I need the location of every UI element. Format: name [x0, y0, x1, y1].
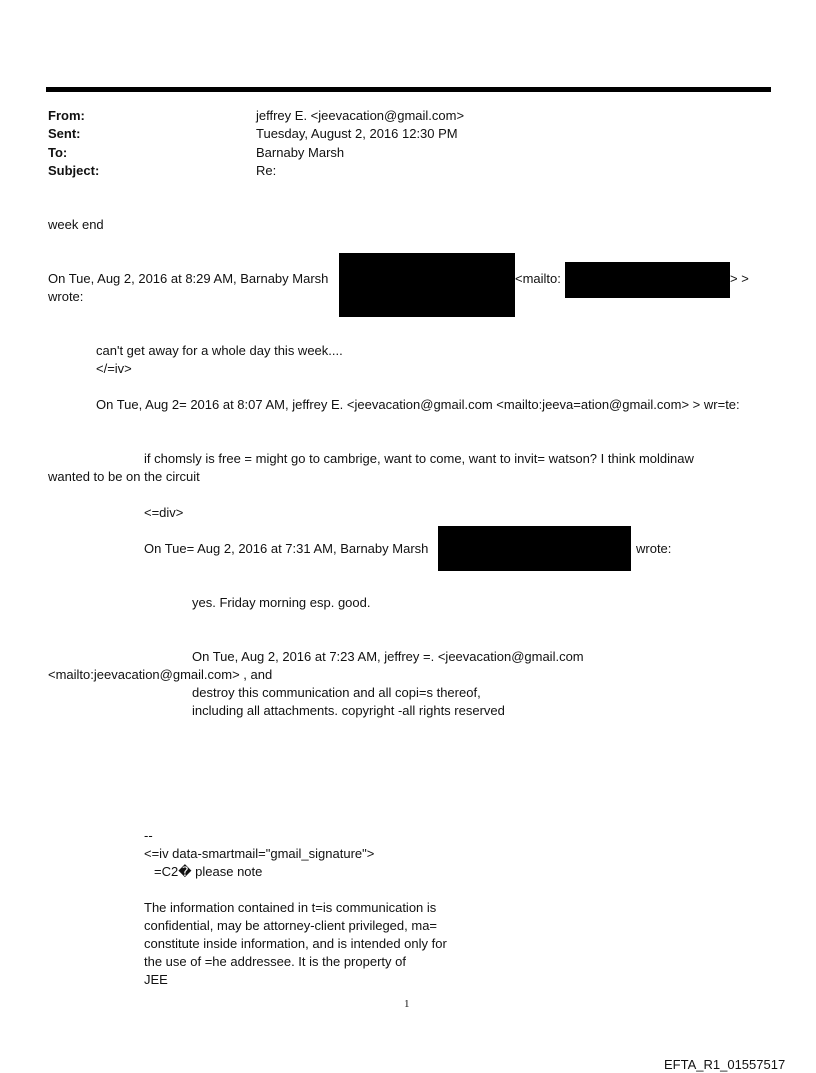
disclaimer-line: confidential, may be attorney-client privileged, ma=: [144, 918, 438, 933]
redaction-block: [438, 526, 631, 571]
disclaimer-line: the use of =he addressee. It is the property of: [144, 954, 406, 969]
subject-value: Re:: [256, 163, 277, 178]
signature-dashes: --: [144, 828, 153, 843]
quote1-tail: > >: [730, 271, 749, 286]
disclaimer-line: JEE: [144, 972, 168, 987]
signature-div-tag: <=iv data-smartmail="gmail_signature">: [144, 846, 375, 861]
quote3-wrote: wrote:: [636, 541, 672, 556]
quote1-mailto: <mailto:: [515, 271, 561, 286]
sent-label: Sent:: [48, 126, 81, 141]
quote4-line: On Tue, Aug 2, 2016 at 7:23 AM, jeffrey =. <jeevacation@gmail.com: [192, 649, 584, 664]
message1-line: can't get away for a whole day this week....: [96, 343, 343, 358]
page-number: 1: [404, 998, 410, 1010]
document-id-footer: EFTA_R1_01557517: [664, 1057, 786, 1072]
message2-line: if chomsly is free = might go to cambrige, want to come, want to invit= watson? I think moldinaw: [144, 451, 694, 466]
div-tag-text: <=div>: [144, 505, 184, 520]
quote4-line: <mailto:jeevacation@gmail.com> , and: [48, 667, 273, 682]
disclaimer-line: The information contained in t=is communication is: [144, 900, 437, 915]
message3-line: yes. Friday morning esp. good.: [192, 595, 371, 610]
quote1-attribution: On Tue, Aug 2, 2016 at 8:29 AM, Barnaby Marsh: [48, 271, 329, 286]
quote4-line: including all attachments. copyright -all rights reserved: [192, 703, 505, 718]
to-label: To:: [48, 145, 68, 160]
quote1-wrote: wrote:: [48, 289, 84, 304]
signature-note: =C2� please note: [154, 864, 263, 879]
header-rule: [46, 87, 771, 92]
subject-label: Subject:: [48, 163, 100, 178]
sent-value: Tuesday, August 2, 2016 12:30 PM: [256, 126, 458, 141]
message2-line: wanted to be on the circuit: [48, 469, 200, 484]
redaction-block: [339, 253, 515, 317]
message1-line: </=iv>: [96, 361, 132, 376]
from-label: From:: [48, 108, 85, 123]
to-value: Barnaby Marsh: [256, 145, 345, 160]
quote4-line: destroy this communication and all copi=s thereof,: [192, 685, 481, 700]
quote2-attribution: On Tue, Aug 2= 2016 at 8:07 AM, jeffrey E. <jeevacation@gmail.com <mailto:jeeva=ation@gmail.com> > wr=te:: [96, 397, 740, 412]
reply-text: week end: [48, 217, 104, 232]
disclaimer-line: constitute inside information, and is intended only for: [144, 936, 447, 951]
quote3-attribution: On Tue= Aug 2, 2016 at 7:31 AM, Barnaby Marsh: [144, 541, 429, 556]
from-value: jeffrey E. <jeevacation@gmail.com>: [256, 108, 465, 123]
redaction-block: [565, 262, 730, 298]
